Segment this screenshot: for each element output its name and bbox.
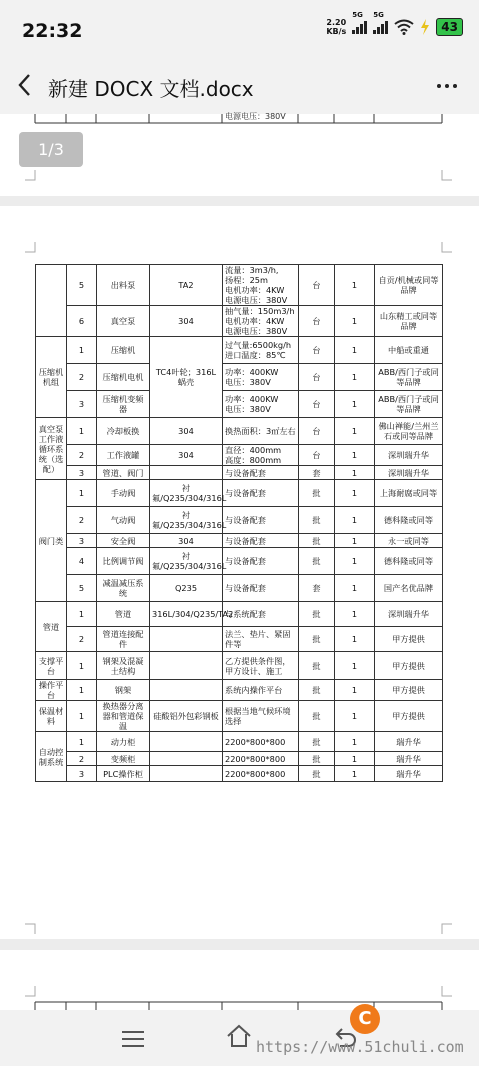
item-name: 气动阀 [97,507,150,534]
item-no: 1 [67,337,97,364]
clock: 22:32 [22,20,83,42]
item-qty: 1 [335,732,375,752]
item-brand: 上海耐腐或同等 [375,480,443,507]
item-unit: 套 [299,466,335,480]
table-row [36,652,443,680]
item-material: 304 [150,418,223,445]
item-unit: 批 [299,480,335,507]
item-qty: 1 [335,766,375,782]
item-no: 5 [67,265,97,306]
document-page-3 [0,950,479,1010]
group-cell: 支撑平台 [36,652,67,680]
item-no: 3 [67,766,97,782]
item-unit: 批 [299,766,335,782]
item-name: 减温减压系统 [97,575,150,602]
more-options-icon[interactable] [437,84,457,88]
item-qty: 1 [335,575,375,602]
item-brand: ABB/西门子或同等品牌 [375,364,443,391]
back-arrow-icon[interactable] [12,70,38,100]
item-brand: 甲方提供 [375,701,443,732]
item-unit: 批 [299,652,335,680]
item-brand: 深圳瑞升华 [375,466,443,480]
item-spec: 与设备配套 [223,466,299,480]
item-unit: 台 [299,418,335,445]
group-cell: 压缩机机组 [36,337,67,418]
item-name: 压缩机变频器 [97,391,150,418]
item-unit: 批 [299,534,335,548]
group-cell: 自动控制系统 [36,732,67,782]
item-material: 304 [150,306,223,337]
group-cell: 真空泵工作液循环系统（选配） [36,418,67,480]
item-name: 钢架及混凝土结构 [97,652,150,680]
item-name: 冷却板换 [97,418,150,445]
item-no: 2 [67,364,97,391]
document-title: 新建 DOCX 文档.docx [48,77,254,101]
item-unit: 批 [299,548,335,575]
item-material: Q235 [150,575,223,602]
item-material: 304 [150,445,223,466]
table-row [36,534,443,548]
item-spec: 乙方提供条件图，甲方设计、施工 [223,652,299,680]
item-qty: 1 [335,480,375,507]
item-no: 4 [67,548,97,575]
item-name: 管道、阀门 [97,466,150,480]
item-material [150,466,223,480]
item-unit: 台 [299,364,335,391]
item-qty: 1 [335,602,375,627]
item-spec: 2200*800*800 [223,766,299,782]
watermark-logo: C [350,1004,380,1034]
item-spec: 抽气量：150m3/h 电机功率：4KW 电源电压：380V [223,306,299,337]
item-spec: 与设备配套 [223,548,299,575]
item-spec: 2200*800*800 [223,732,299,752]
item-no: 3 [67,466,97,480]
item-brand: ABB/西门子或同等品牌 [375,391,443,418]
item-no: 1 [67,732,97,752]
item-qty: 1 [335,466,375,480]
table-row [36,306,443,337]
item-no: 3 [67,534,97,548]
item-spec: 法兰、垫片、紧固件等 [223,627,299,652]
item-spec: 与设备配套 [223,575,299,602]
item-qty: 1 [335,418,375,445]
item-spec: 功率：400KW 电压：380V [223,364,299,391]
table-row [36,418,443,445]
table-row [36,364,443,391]
item-name: PLC操作柜 [97,766,150,782]
item-name: 工作液罐 [97,445,150,466]
item-brand: 瑞升华 [375,732,443,752]
item-unit: 台 [299,445,335,466]
item-name: 压缩机电机 [97,364,150,391]
item-brand: 甲方提供 [375,627,443,652]
item-qty: 1 [335,534,375,548]
table-row [36,507,443,534]
item-unit: 批 [299,507,335,534]
group-cell: 操作平台 [36,680,67,701]
table-row [36,337,443,364]
item-name: 手动阀 [97,480,150,507]
item-name: 安全阀 [97,534,150,548]
item-spec: 流量：3m3/h, 扬程：25m 电机功率：4KW 电源电压：380V [223,265,299,306]
item-name: 真空泵 [97,306,150,337]
item-unit: 批 [299,732,335,752]
group-cell: 阀门类 [36,480,67,602]
item-name: 压缩机 [97,337,150,364]
item-brand: 瑞升华 [375,766,443,782]
item-name: 管道 [97,602,150,627]
item-no: 5 [67,575,97,602]
status-bar [0,0,479,58]
table-row [36,548,443,575]
table-row [36,265,443,306]
item-name: 钢架 [97,680,150,701]
item-unit: 批 [299,627,335,652]
table-row [36,627,443,652]
item-no: 2 [67,752,97,766]
item-brand: 瑞升华 [375,752,443,766]
item-brand: 甲方提供 [375,680,443,701]
item-unit: 台 [299,306,335,337]
table-row [36,766,443,782]
group-cell: 保温材料 [36,701,67,732]
app-bar [0,58,479,114]
item-no: 1 [67,480,97,507]
item-qty: 1 [335,445,375,466]
item-unit: 台 [299,265,335,306]
item-brand: 永一或同等 [375,534,443,548]
item-brand: 甲方提供 [375,652,443,680]
table-row [36,602,443,627]
item-no: 1 [67,418,97,445]
item-unit: 批 [299,680,335,701]
item-qty: 1 [335,391,375,418]
item-unit: 批 [299,701,335,732]
table-row [36,391,443,418]
item-unit: 台 [299,391,335,418]
table-row [36,680,443,701]
item-spec: 与设备配套 [223,480,299,507]
item-brand: 深圳瑞升华 [375,445,443,466]
item-no: 1 [67,652,97,680]
item-material: TC4叶轮；316L蜗壳 [150,337,223,418]
cut-text: 电源电压：380V [225,112,286,121]
item-name: 换热器分离器和管道保温 [97,701,150,732]
item-no: 1 [67,602,97,627]
item-qty: 1 [335,337,375,364]
item-qty: 1 [335,652,375,680]
charging-icon [420,19,430,35]
item-qty: 1 [335,680,375,701]
signal-icon: 5G [373,20,388,34]
item-material [150,732,223,752]
item-name: 比例调节阀 [97,548,150,575]
item-material [150,752,223,766]
net-speed: 2.20 KB/s [326,18,347,36]
item-unit: 批 [299,602,335,627]
table-row [36,480,443,507]
item-qty: 1 [335,507,375,534]
item-qty: 1 [335,701,375,732]
equipment-table [35,264,443,782]
item-material: 硅酸铝外包彩钢板 [150,701,223,732]
item-name: 出料泵 [97,265,150,306]
item-brand: 山东精工或同等品牌 [375,306,443,337]
item-qty: 1 [335,265,375,306]
item-name: 动力柜 [97,732,150,752]
item-material: 衬氟/Q235/304/316L [150,507,223,534]
item-material: 304 [150,534,223,548]
item-material [150,680,223,701]
item-no: 1 [67,701,97,732]
table-row [36,732,443,752]
item-spec: 2200*800*800 [223,752,299,766]
item-no: 3 [67,391,97,418]
table-row [36,701,443,732]
item-spec: 根据当地气候环境选择 [223,701,299,732]
item-brand: 深圳瑞升华 [375,602,443,627]
item-name: 管道连接配件 [97,627,150,652]
page-indicator: 1/3 [19,132,83,167]
item-material: 衬氟/Q235/304/316L [150,480,223,507]
item-spec: 功率：400KW 电压：380V [223,391,299,418]
item-brand: 德科隆或同等 [375,507,443,534]
item-spec: 与系统配套 [223,602,299,627]
menu-icon[interactable] [122,1031,144,1052]
item-unit: 批 [299,752,335,766]
item-material: 316L/304/Q235/TA2 [150,602,223,627]
group-cell [36,265,67,337]
item-material [150,766,223,782]
item-unit: 台 [299,337,335,364]
table-row [36,575,443,602]
watermark-text: https://www.51chuli.com [256,1038,464,1056]
item-qty: 1 [335,627,375,652]
item-no: 2 [67,507,97,534]
item-material: 衬氟/Q235/304/316L [150,548,223,575]
item-brand: 中船或重通 [375,337,443,364]
item-qty: 1 [335,364,375,391]
item-brand: 德科隆或同等 [375,548,443,575]
item-material [150,627,223,652]
item-qty: 1 [335,306,375,337]
table-row [36,752,443,766]
item-no: 2 [67,445,97,466]
item-spec: 系统内操作平台 [223,680,299,701]
table-row [36,466,443,480]
item-spec: 与设备配套 [223,507,299,534]
signal-icon: 5G [352,20,367,34]
item-spec: 换热面积：3㎡左右 [223,418,299,445]
item-qty: 1 [335,752,375,766]
item-spec: 直径：400mm 高度：800mm [223,445,299,466]
group-cell: 管道 [36,602,67,652]
item-qty: 1 [335,548,375,575]
item-spec: 与设备配套 [223,534,299,548]
item-name: 变频柜 [97,752,150,766]
battery-icon: 43 [436,18,463,36]
table-row [36,445,443,466]
item-unit: 套 [299,575,335,602]
item-no: 2 [67,627,97,652]
item-no: 1 [67,680,97,701]
item-material: TA2 [150,265,223,306]
item-spec: 过气量:6500kg/h 进口温度：85℃ [223,337,299,364]
page-3-corner-marks [0,950,479,1010]
item-material [150,652,223,680]
item-no: 6 [67,306,97,337]
item-brand: 佛山禅能/兰州兰石或同等品牌 [375,418,443,445]
home-icon[interactable] [226,1024,252,1048]
item-brand: 自贡/机械或同等品牌 [375,265,443,306]
wifi-icon [394,19,414,35]
item-brand: 国产名优品牌 [375,575,443,602]
